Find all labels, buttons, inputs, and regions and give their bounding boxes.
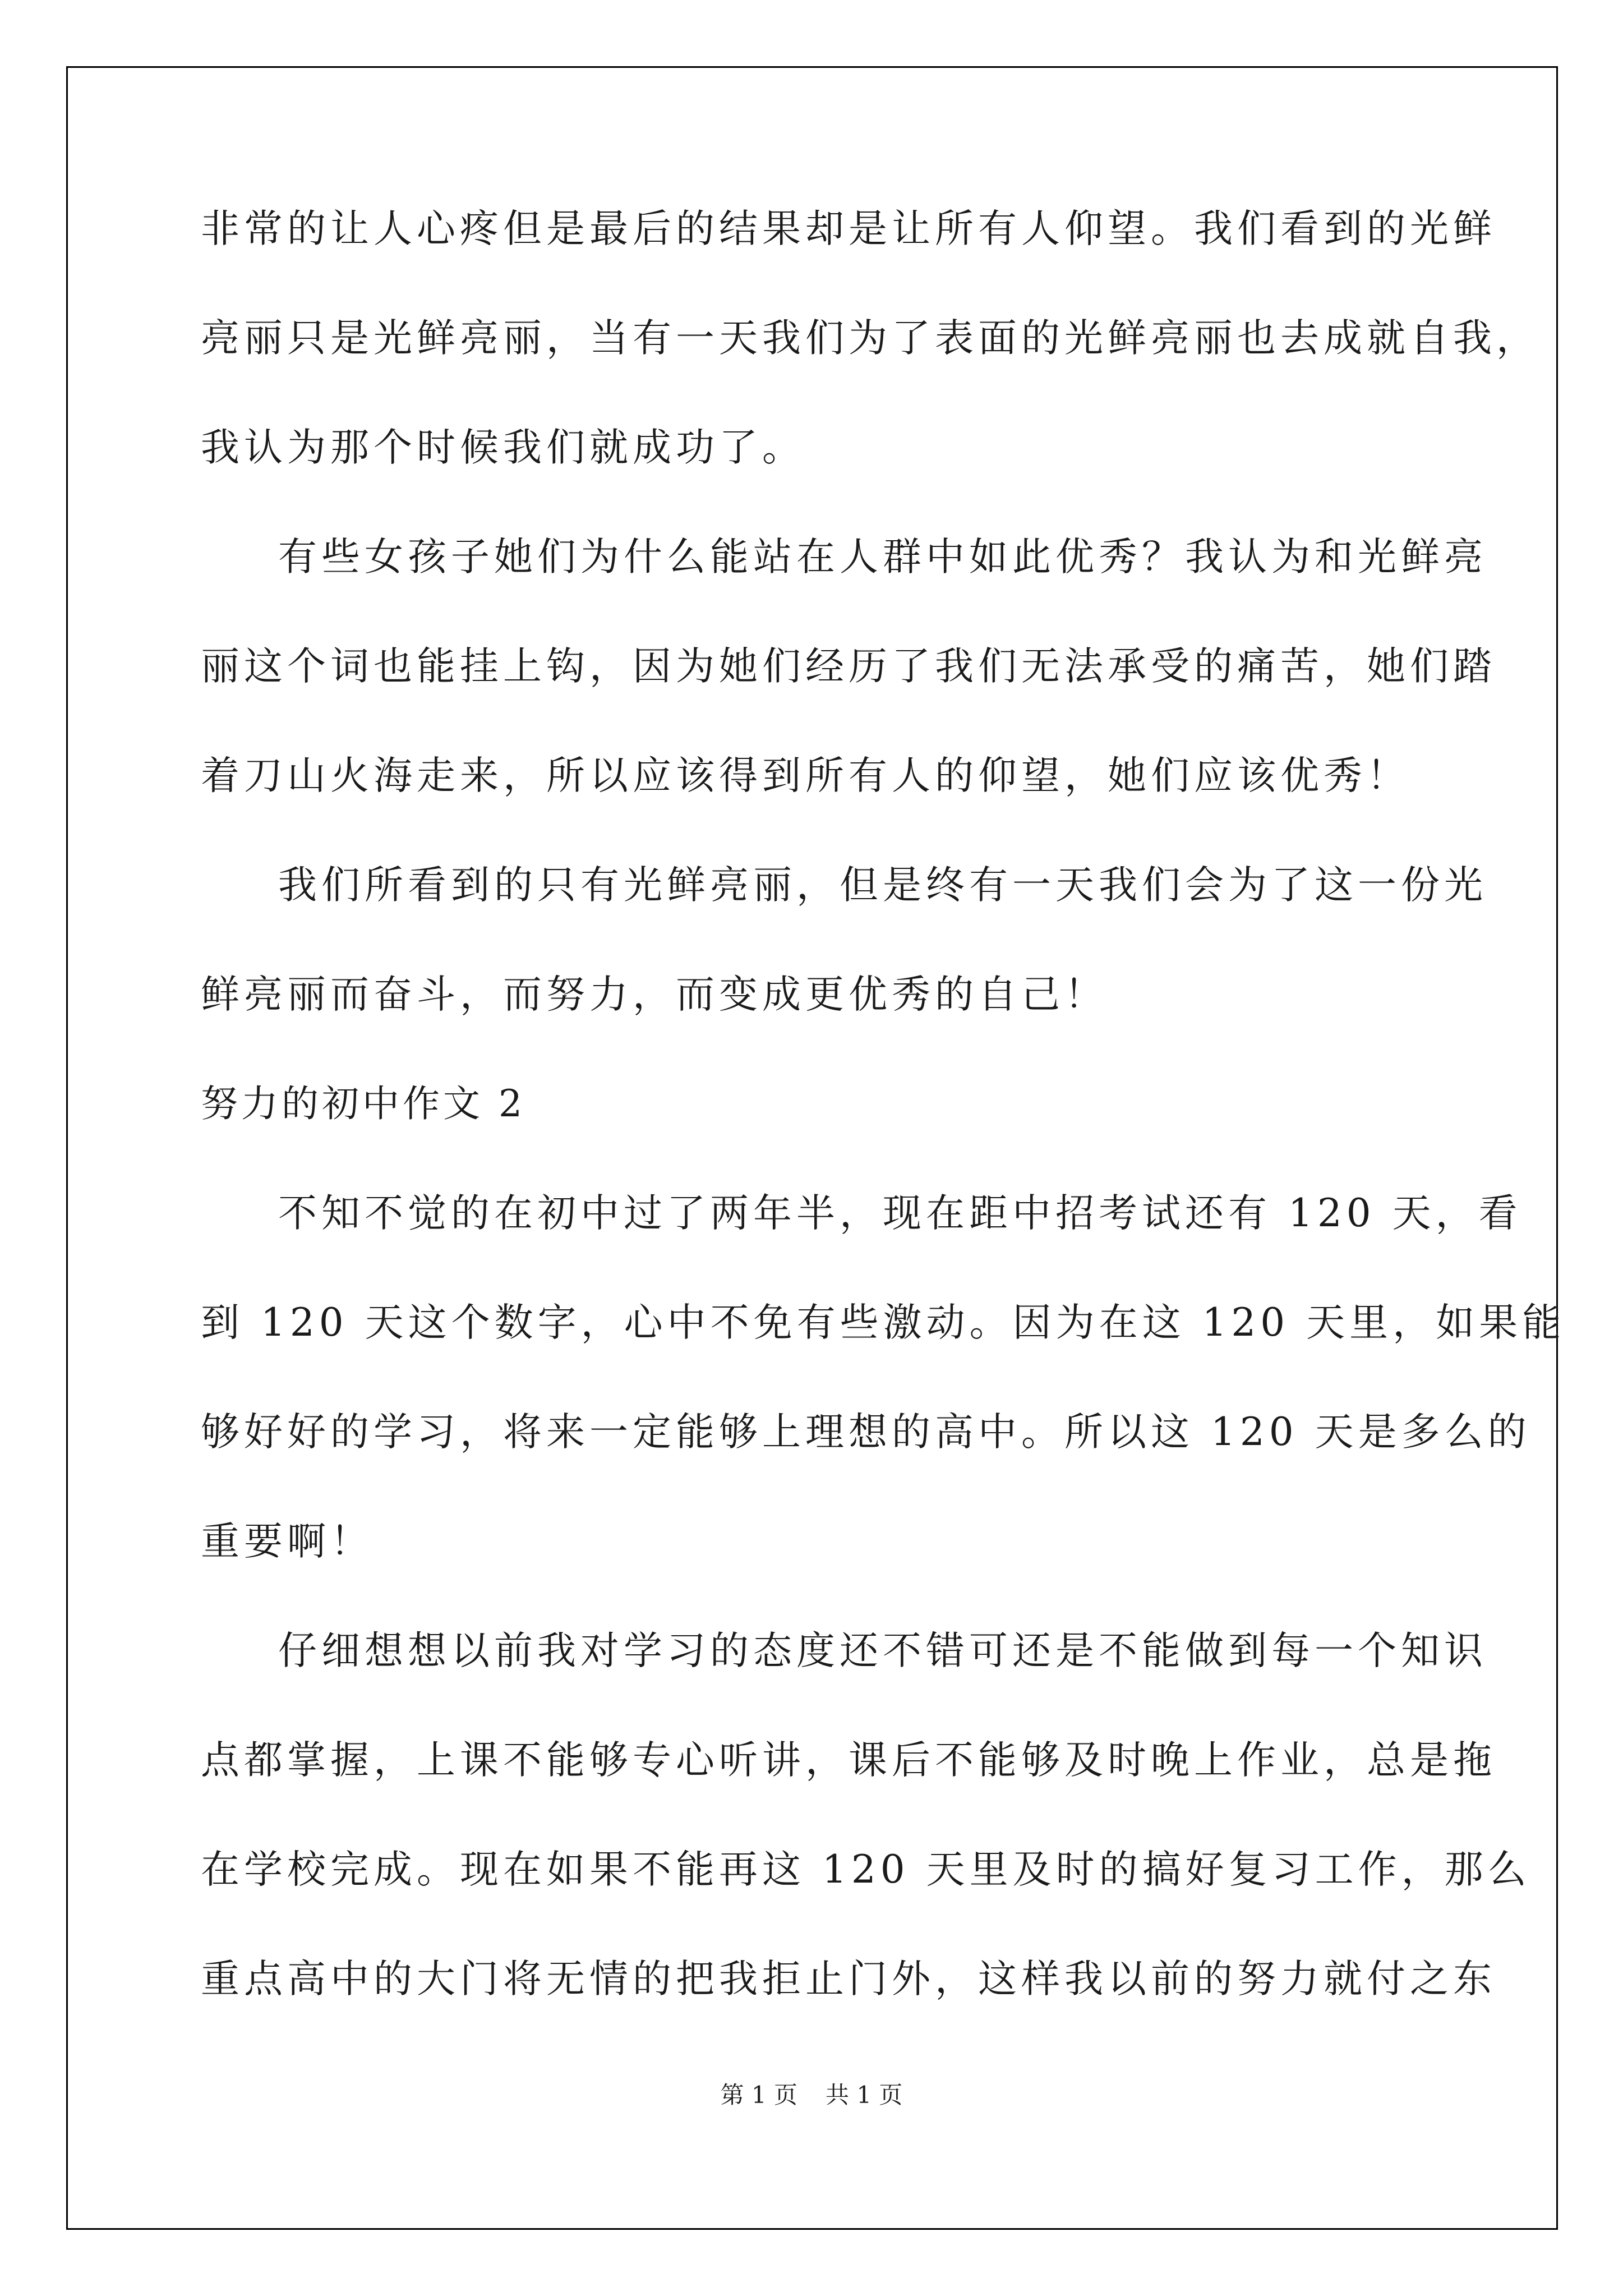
paragraph-line: 非常的让人心疼但是最后的结果却是让所有人仰望。我们看到的光鲜 (201, 206, 1496, 251)
paragraph-line: 重要啊！ (201, 1519, 374, 1564)
paragraph-line: 在学校完成。现在如果不能再这 120 天里及时的搞好复习工作，那么 (201, 1847, 1531, 1892)
page-number: 第 1 页 (720, 2081, 797, 2109)
paragraph-line: 着刀山火海走来，所以应该得到所有人的仰望，她们应该优秀！ (201, 753, 1410, 798)
paragraph-line: 我们所看到的只有光鲜亮丽，但是终有一天我们会为了这一份光 (278, 863, 1487, 908)
paragraph-line: 有些女孩子她们为什么能站在人群中如此优秀？我认为和光鲜亮 (278, 535, 1487, 579)
page-footer (0, 2077, 1623, 2110)
paragraph-line: 够好好的学习，将来一定能够上理想的高中。所以这 120 天是多么的 (201, 1410, 1531, 1455)
paragraph-line: 不知不觉的在初中过了两年半，现在距中招考试还有 120 天，看 (278, 1191, 1522, 1236)
paragraph-line: 点都掌握，上课不能够专心听讲，课后不能够及时晚上作业，总是拖 (201, 1738, 1496, 1783)
paragraph-line: 丽这个词也能挂上钩，因为她们经历了我们无法承受的痛苦，她们踏 (201, 644, 1496, 689)
section-heading: 努力的初中作文 2 (201, 1082, 525, 1125)
paragraph-line: 到 120 天这个数字，心中不免有些激动。因为在这 120 天里，如果能 (201, 1300, 1566, 1345)
paragraph-line: 重点高中的大门将无情的把我拒止门外，这样我以前的努力就付之东 (201, 1957, 1496, 2001)
paragraph-line: 亮丽只是光鲜亮丽，当有一天我们为了表面的光鲜亮丽也去成就自我， (201, 316, 1539, 361)
paragraph-line: 我认为那个时候我们就成功了。 (201, 425, 805, 470)
page-total: 共 1 页 (826, 2081, 903, 2109)
paragraph-line: 鲜亮丽而奋斗，而努力，而变成更优秀的自己！ (201, 972, 1108, 1017)
document-body (201, 202, 1566, 2062)
paragraph-line: 仔细想想以前我对学习的态度还不错可还是不能做到每一个知识 (278, 1628, 1487, 1673)
